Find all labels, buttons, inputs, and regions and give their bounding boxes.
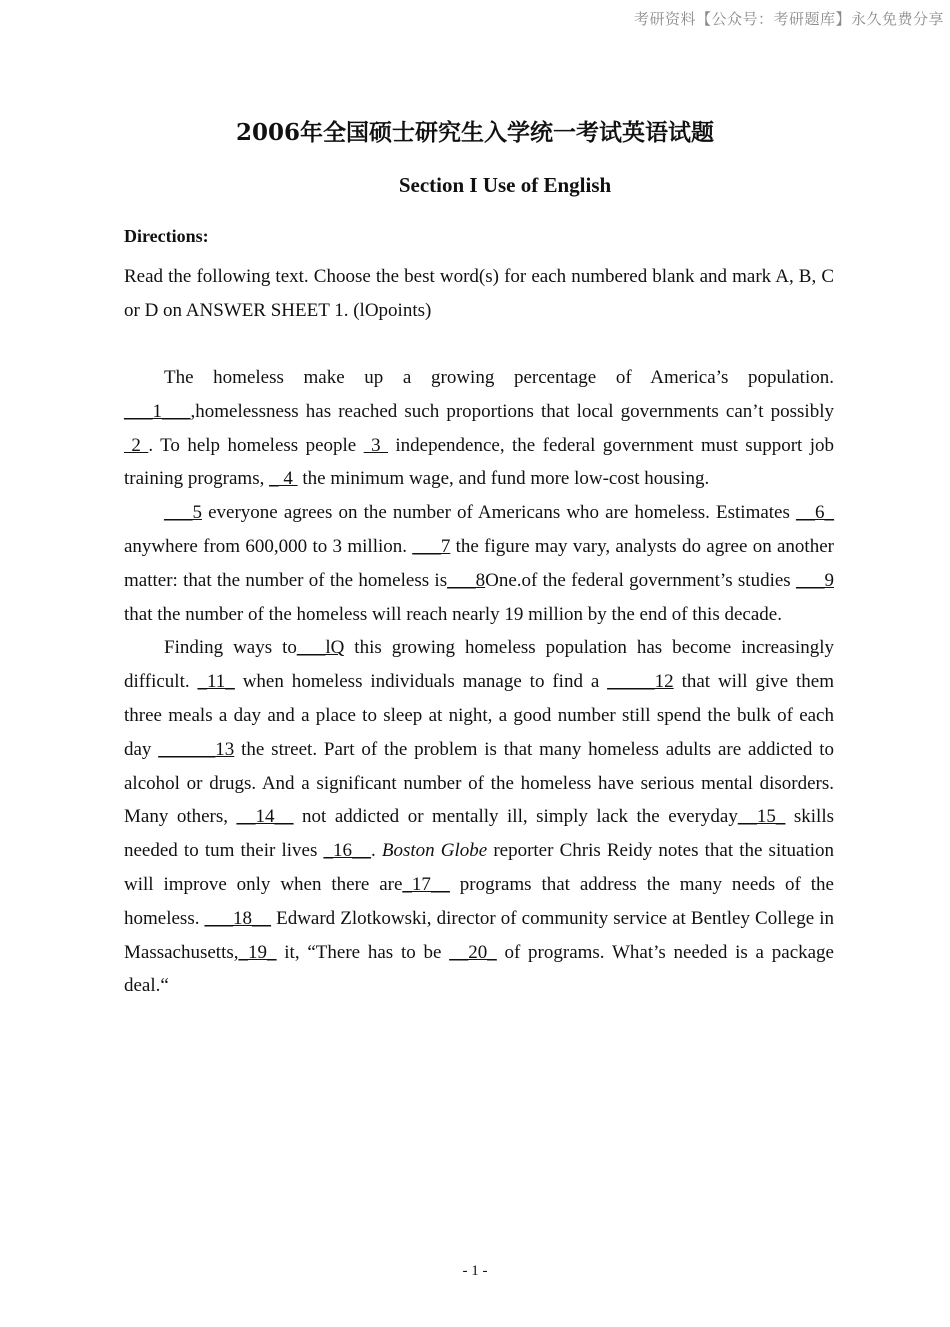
blank-11: _11_ xyxy=(197,671,235,693)
blank-3: 3 xyxy=(363,434,388,456)
blank-5: ___5 xyxy=(164,502,202,524)
paragraph-1: The homeless make up a growing percentage of America’s population. ___1___,homelessness has reached such proportions that local governments can’t possibly 2 . To help homeless people 3 independence, the federal government must support job training programs, _ 4 the minimum wage, and fund more low-cost housing. xyxy=(124,367,834,490)
newspaper-name: Boston Globe xyxy=(381,840,488,862)
blank-7: ___7 xyxy=(412,535,451,557)
blank-6: __6_ xyxy=(796,502,834,524)
blank-19: _19_ xyxy=(238,941,277,963)
blank-9: ___9 xyxy=(795,569,834,591)
blank-12: _____12 xyxy=(607,671,674,693)
directions-label: Directions: xyxy=(124,226,209,246)
blank-20: __20_ xyxy=(449,941,497,963)
blank-15: __15_ xyxy=(737,806,786,828)
blank-14: __14__ xyxy=(236,806,294,828)
blank-18: ___18__ xyxy=(204,907,272,929)
blank-2: 2 xyxy=(124,434,149,456)
blank-17: _17__ xyxy=(402,873,450,895)
blank-4: _ 4 xyxy=(269,468,298,490)
blank-13: ______13 xyxy=(158,738,235,760)
blank-10: ___lQ xyxy=(296,637,345,659)
cloze-passage xyxy=(124,361,834,1003)
paragraph-2: ___5 everyone agrees on the number of Americans who are homeless. Estimates __6_ anywhere from 600,000 to 3 million. ___7 the figure may vary, analysts do agree on another matter: that the number of the homeless is___8One.of the federal government’s studies ___9 that the number of the homeless will reach nearly 19 million by the end of this decade. xyxy=(124,502,834,625)
exam-title: 2006年全国硕士研究生入学统一考试英语试题 xyxy=(235,119,714,146)
page-number: - 1 - xyxy=(462,1263,488,1279)
section-heading: Section I Use of English xyxy=(398,173,612,197)
paragraph-3: Finding ways to___lQ this growing homeless population has become increasingly difficult. _11_ when homeless individuals manage to find a _____12 that will give them three meals a day and a place to sleep at night, a good number still spend the bulk of each day ______13 the street. Part of the problem is that many homeless adults are addicted to alcohol or drugs. And a significant number of the homeless have serious mental disorders. Many others, __14__ not addicted or mentally ill, simply lack the everyday__15_ skills needed to tum their lives _16__. Boston Globe reporter Chris Reidy notes that the situation will improve only when there are_17__ programs that address the many needs of the homeless. ___18__ Edward Zlotkowski, director of community service at Bentley College in Massachusetts,_19_ it, “There has to be __20_ of programs. What’s needed is a package deal.“ xyxy=(124,637,835,997)
watermark: 考研资料【公众号：考研题库】永久免费分享 xyxy=(633,10,944,28)
blank-16: _16__ xyxy=(323,840,371,862)
blank-1: ___1___ xyxy=(124,400,191,422)
blank-8: ___8 xyxy=(447,569,486,591)
instructions-text: Read the following text. Choose the best word(s) for each numbered blank and mark A, B, C or D on ANSWER SHEET 1. (lOpoints) xyxy=(124,266,834,321)
